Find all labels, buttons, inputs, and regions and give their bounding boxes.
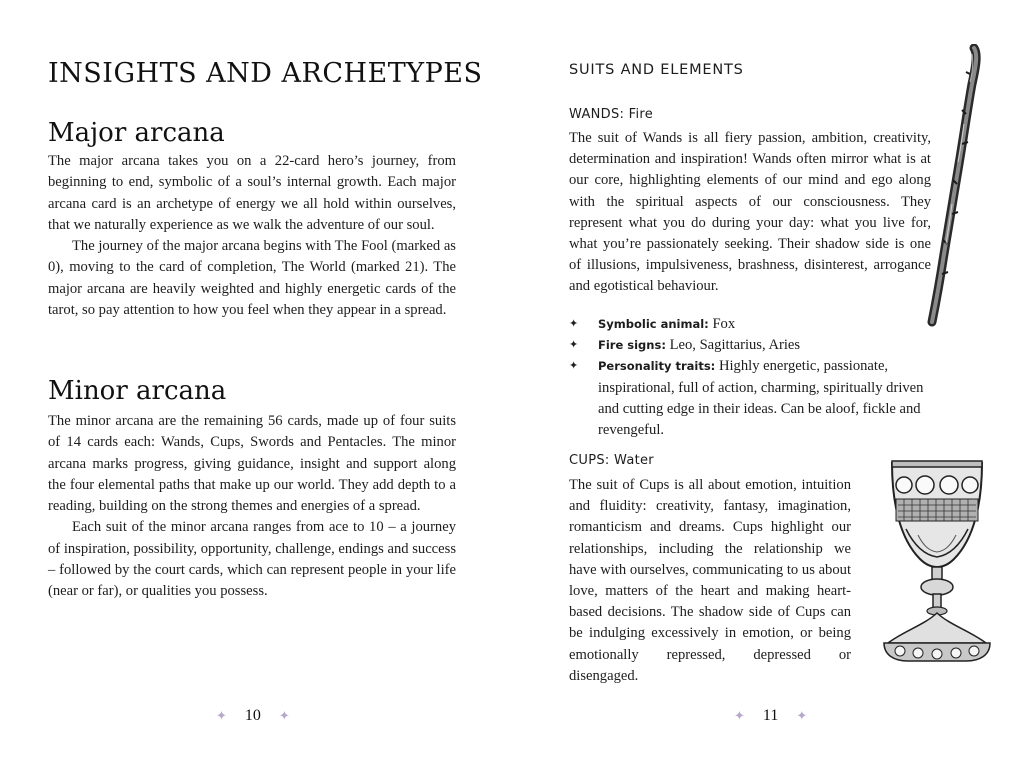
page-number: 10	[244, 707, 261, 724]
star-icon: ✦	[796, 708, 808, 723]
trait-value: Highly energetic, passionate, inspirational, full of action, charming, spiritually driven and cutting edge in their ideas. Can be aloof, fickle and revengeful.	[598, 358, 924, 439]
paragraph: The journey of the major arcana begins with The Fool (marked as 0), moving to the card of completion, The World (marked 21). The major arcana are heavily weighted and highly energetic cards of the tarot, so pay attention to how you feel when they appear in a spread.	[48, 238, 456, 319]
section-title: INSIGHTS AND ARCHETYPES	[48, 58, 483, 89]
trait-value: Fox	[712, 316, 736, 332]
star-bullet-icon: ✦	[569, 339, 579, 352]
page-number-left	[216, 707, 290, 725]
list-item	[569, 335, 939, 356]
suits-section-title: SUITS AND ELEMENTS	[569, 62, 744, 78]
paragraph: The major arcana takes you on a 22-card hero’s journey, from beginning to end, symbolic of a soul’s internal growth. Each major arcana card is an archetype of energy we all hold within ourselves, that we naturally experience as we walk the adventure of our soul.	[48, 153, 456, 233]
star-bullet-icon: ✦	[569, 318, 579, 330]
cups-heading: CUPS: Water	[569, 453, 654, 468]
wands-traits-list	[569, 314, 939, 441]
star-icon: ✦	[216, 708, 227, 723]
paragraph: Each suit of the minor arcana ranges from ace to 10 – a journey of inspiration, possibility, opportunity, challenge, endings and success – followed by the court cards, which can represent people in your life (near or far), or qualities you possess.	[48, 519, 456, 600]
trait-label: Fire signs:	[598, 338, 666, 353]
chalice-icon	[878, 455, 996, 667]
star-icon: ✦	[278, 708, 290, 723]
list-item	[569, 356, 939, 441]
page-number-right	[734, 707, 807, 725]
wand-icon	[922, 44, 982, 329]
wands-text: The suit of Wands is all fiery passion, ambition, creativity, determination and inspiration! Wands often mirror what is at our core, highlighting elements of our mind and ego along with the spiritual aspects of our consciousness. They represent what you do during your day: what you live for, what you’re passionately seeking. Their shadow side is one of illusions, impulsiveness, brashness, disinterest, arrogance and egotistical behaviour.	[569, 130, 931, 295]
major-arcana-text	[48, 151, 456, 321]
star-icon: ✦	[734, 708, 745, 723]
trait-label: Symbolic animal:	[598, 317, 709, 331]
trait-label: Personality traits:	[598, 359, 716, 374]
list-item	[569, 314, 939, 335]
wands-heading: WANDS: Fire	[569, 107, 654, 122]
major-arcana-heading: Major arcana	[48, 118, 225, 148]
star-bullet-icon: ✦	[569, 360, 579, 373]
right-page	[512, 0, 1024, 757]
page-number: 11	[762, 707, 779, 724]
paragraph: The minor arcana are the remaining 56 cards, made up of four suits of 14 cards each: Wands, Cups, Swords and Pentacles. The minor arcana marks progress, giving guidance, insight and support along the four elemental paths that make up our world. They add depth to a reading, building on the strong themes and energies of a spread.	[48, 413, 456, 515]
minor-arcana-text	[48, 411, 456, 603]
cups-text: The suit of Cups is all about emotion, intuition and fluidity: creativity, fantasy, imagination, romanticism and dreams. Cups highlight our relationships, including the relationship we have with ourselves, communicating to us about love, matters of the heart and making heart-based decisions. The shadow side of Cups can be indulging excessively in emotion, or being emotionally repressed, depressed or disengaged.	[569, 477, 851, 684]
trait-value: Leo, Sagittarius, Aries	[669, 337, 801, 354]
minor-arcana-heading: Minor arcana	[48, 376, 227, 406]
